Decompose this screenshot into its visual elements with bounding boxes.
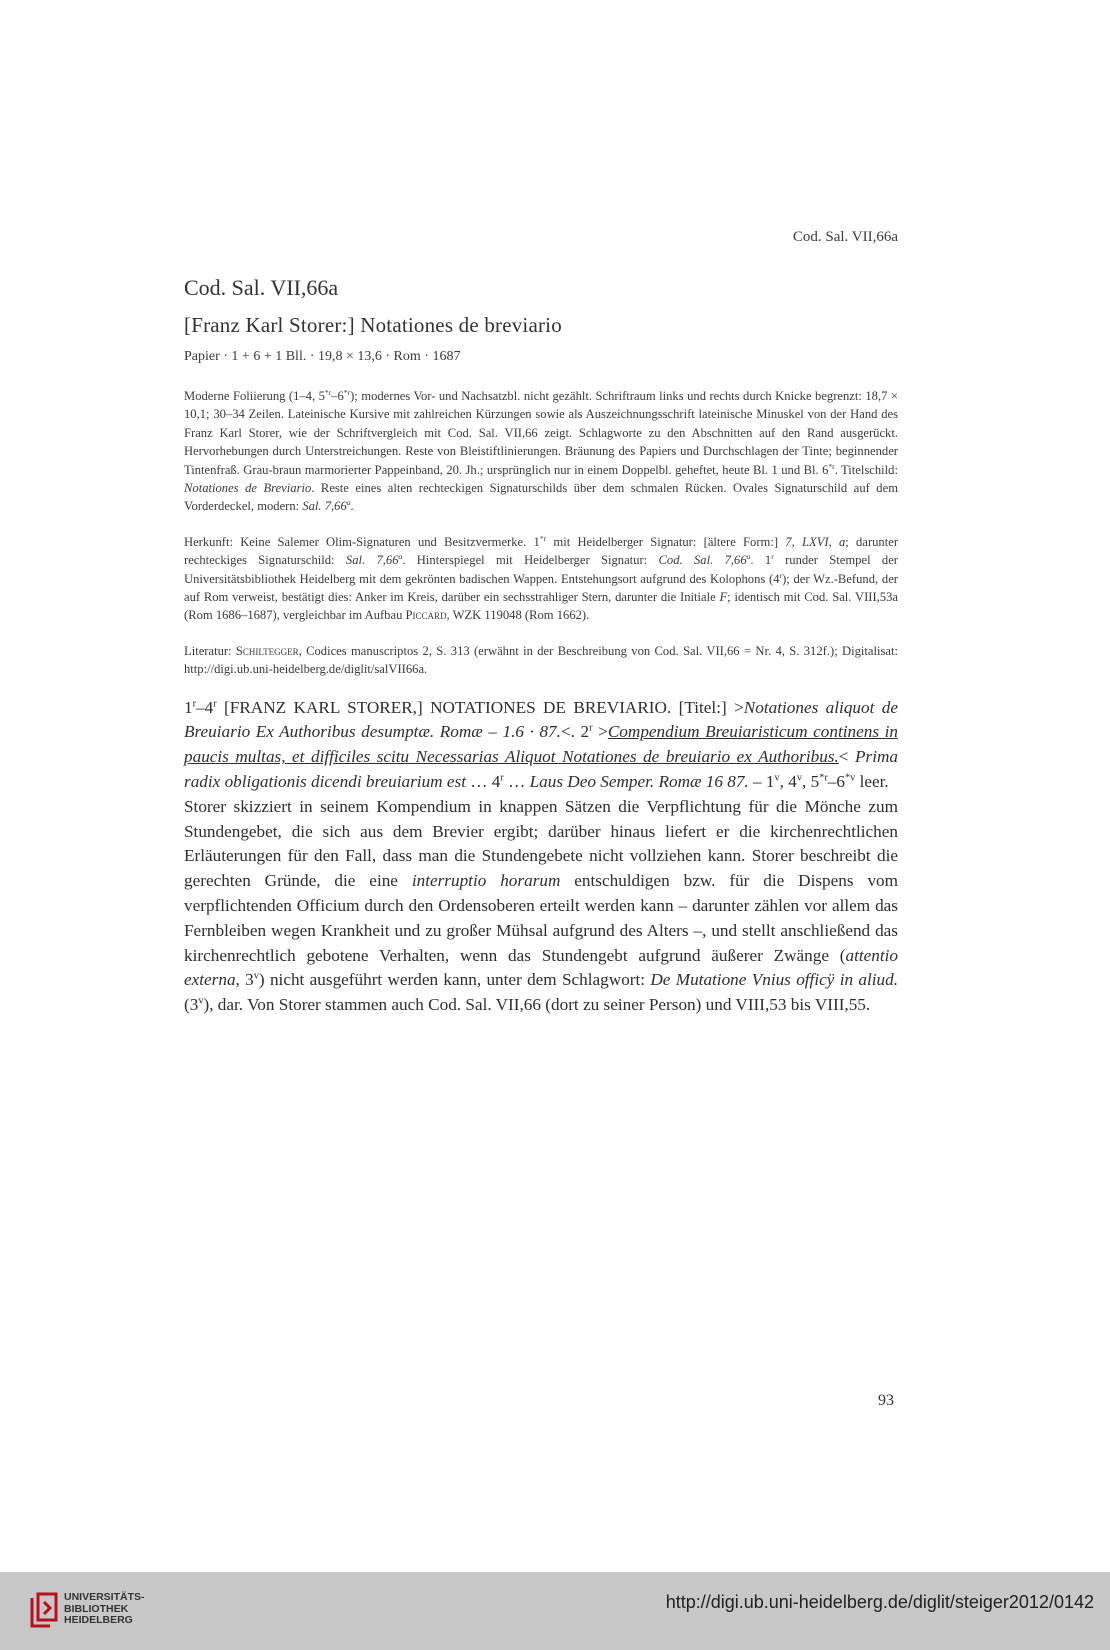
- page-number: 93: [878, 1392, 894, 1409]
- summary-paragraph: Storer skizziert in seinem Kompendium in knappen Sätzen die Verpflichtung für die Mönche zum Stundengebet, die sich aus dem Brevier ergibt; darüber hinaus liefert er die kirchenrechtlichen Erläuterungen für den Fall, dass man die Stundengebete nicht vollziehen kann. Storer beschreibt die gerechten Gründe, die eine interruptio horarum entschuldigen bzw. für die Dispens vom verpflichtenden Officium durch den Ordensoberen erteilt werden kann – darunter zählen vor allem das Fernbleiben wegen Krankheit und zu großer Mühsal aufgrund des Alters –, und stellt anschließend das kirchenrechtlich gebotene Verhalten, wenn das Stundengebt aufgrund äußerer Zwänge (attentio externa, 3$^v$) nicht ausgeführt werden kann, unter dem Schlagwort: De Mutatione Vnius officÿ in aliud. (3$^v$), dar. Von Storer stammen auch Cod. Sal. VII,66 (dort zu seiner Person) und VIII,53 bis VIII,55.: [184, 796, 899, 1015]
- library-name: [64, 1592, 145, 1627]
- library-logo-strokes: [32, 1594, 56, 1626]
- codicology-paragraph: Moderne Foliierung (1–4, 5$^{*r}$–6$^{*r}$); modernes Vor- und Nachsatzbl. nicht gezählt. Schriftraum links und rechts durch Knicke begrenzt: 18,7 × 10,1; 30–34 Zeilen. Lateinische Kursive mit zahlreichen Kürzungen sowie als Auszeichnungsschrift lateinische Minuskel von der Hand des Franz Karl Storer, wie der Schriftvergleich mit Cod. Sal. VII,66 zeigt. Schlagworte zu den Abschnitten auf den Rand ausgerückt. Hervorhebungen durch Unterstreichungen. Reste von Bleistiftlinierungen. Bräunung des Papiers und Durchschlagen der Tinte; beginnender Tintenfraß. Grau-braun marmorierter Pappeinband, 20. Jh.; ursprünglich nur in einem Doppelbl. geheftet, heute Bl. 1 und Bl. 6$^{*r}$. Titelschild: Notationes de Breviario. Reste eines alten rechteckigen Signaturschilds über dem schmalen Rücken. Ovales Signaturschild auf dem Vorderdeckel, modern: Sal. 7,66$^a$.: [184, 387, 898, 514]
- literature-paragraph: Literatur: Schiltegger, Codices manuscriptos 2, S. 313 (erwähnt in der Beschreibung von Cod. Sal. VII,66 = Nr. 4, S. 312f.); Digitalisat: http://digi.ub.uni-heidelberg.de/diglit/salVII66a.: [184, 643, 899, 677]
- catalog-entry: [184, 275, 898, 1018]
- entry-title: [Franz Karl Storer:] Notationes de breviario: [184, 313, 562, 337]
- logo-stroke-3: [44, 1602, 50, 1614]
- viewer-footer-bar: [0, 1572, 1110, 1650]
- shelfmark-heading: Cod. Sal. VII,66a: [184, 275, 339, 300]
- content-entry-paragraph: 1$^r$–4$^r$ [FRANZ KARL STORER,] NOTATIONES DE BREVIARIO. [Titel:] >Notationes aliquot de Breuiario Ex Authoribus desumptæ. Romæ – 1.6 · 87.<. $2^r$ >Compendium Breuiaristicum continens in paucis multas, et difficiles scitu Necessarias Aliquot Notationes de breuiario ex Authoribus.< Prima radix obligationis dicendi breuiarium est … 4$^r$ … Laus Deo Semper. Romæ 16 87. – 1$^v$, 4$^v$, 5$^{*r}$–6$^{*v}$ leer.: [184, 697, 899, 792]
- library-name-line-1: UNIVERSITÄTS-: [64, 1591, 145, 1603]
- library-name-line-2: BIBLIOTHEK: [64, 1602, 129, 1615]
- library-name-line-3: HEIDELBERG: [64, 1614, 133, 1626]
- physical-description: Papier · 1 + 6 + 1 Bll. · 19,8 × 13,6 · Rom · 1687: [184, 349, 461, 364]
- provenance-paragraph: Herkunft: Keine Salemer Olim-Signaturen und Besitzvermerke. 1$^{*r}$ mit Heidelberger Signatur: [ältere Form:] 7, LXVI, a; darunter rechteckiges Signaturschild: Sal. 7,66$^a$. Hinterspiegel mit Heidelberger Signatur: Cod. Sal. 7,66$^a$. 1$^r$ runder Stempel der Universitätsbibliothek Heidelberg mit dem gekrönten badischen Wappen. Entstehungsort aufgrund des Kolophons (4$^r$); der Wz.-Befund, der auf Rom verweist, bestätigt dies: Anker im Kreis, darüber ein sechsstrahliger Stern, darunter die Initiale F; identisch mit Cod. Sal. VIII,53a (Rom 1686–1687), vergleichbar im Aufbau Piccard, WZK 119048 (Rom 1662).: [184, 533, 899, 623]
- library-logo-icon: [28, 1588, 68, 1632]
- running-head: Cod. Sal. VII,66a: [792, 229, 898, 245]
- permalink-url[interactable]: http://digi.ub.uni-heidelberg.de/diglit/steiger2012/0142: [665, 1592, 1094, 1612]
